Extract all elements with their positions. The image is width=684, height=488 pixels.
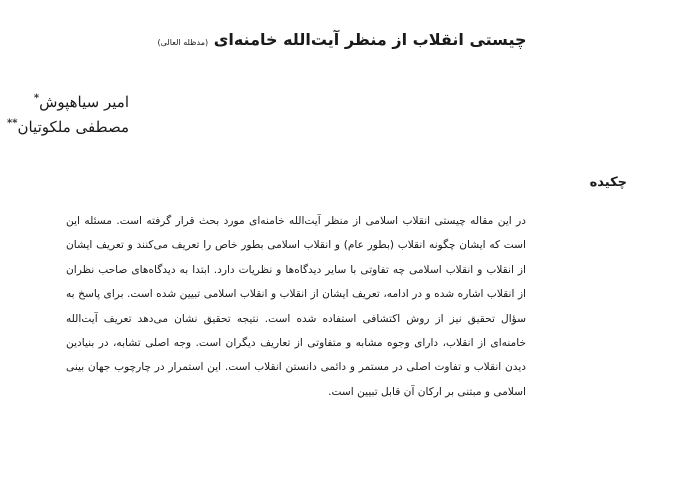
author-entry [7,113,129,138]
author-footnote-mark: * [33,93,40,104]
author-name: مصطفی ملکوتیان [17,118,129,136]
abstract-body: در این مقاله چیستی انقلاب اسلامی از منظر آیت‌الله خامنه‌ای مورد بحث قرار گرفته است. مسئله این است که ایشان چگونه انقلاب (بطور عام) و انقلاب اسلامی بطور خاص را تعریف می‌کنند و تعریف ایشان از انقلاب و انقلاب اسلامی چه تفاوتی با سایر دیدگاه‌ها و نظریات دارد. ابتدا به دیدگاه‌های صاحب نظران از انقلاب اشاره شده و در ادامه، تعریف ایشان از انقلاب و انقلاب اسلامی تبیین شده است. برای پاسخ به سؤال تحقیق نیز از روش اکتشافی استفاده شده است. نتیجه تحقیق نشان می‌دهد تعریف آیت‌الله خامنه‌ای از انقلاب، دارای وجوه مشابه و متفاوتی از تعاریف دیگران است. وجه اصلی تشابه، در بنیادین دیدن انقلاب و تفاوت اصلی در مستمر و دائمی دانستن انقلاب است. این استمرار در چارچوب جهان بینی اسلامی و مبتنی بر ارکان آن قابل تبیین است. [66,215,526,398]
abstract-heading: چکیده [589,175,627,190]
title-text: چیستی انقلاب از منظر آیت‌الله خامنه‌ای [213,30,527,49]
author-list [7,88,129,138]
author-footnote-mark: ** [7,118,18,129]
author-name: امیر سیاهپوش [39,93,129,111]
author-entry [7,88,129,113]
title-honorific: (مدظله العالی) [157,38,209,47]
paper-title [0,28,684,55]
